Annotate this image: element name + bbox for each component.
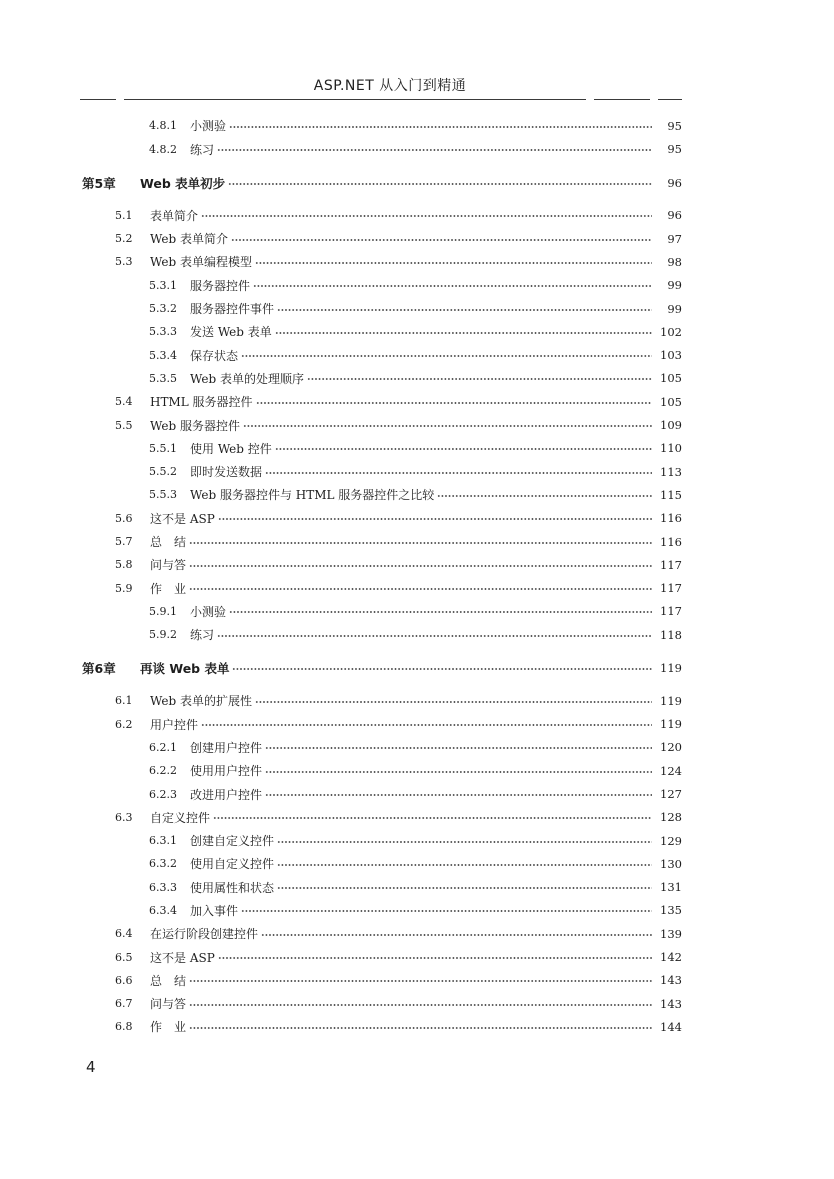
toc-entry-title: 表单简介 bbox=[150, 208, 199, 223]
toc-section-row bbox=[82, 689, 682, 712]
toc-entry-number: 6.3 bbox=[115, 810, 133, 824]
toc-section-row bbox=[82, 204, 682, 227]
toc-entry-title: 小测验 bbox=[190, 119, 227, 134]
toc-entry-number: 6.2.1 bbox=[149, 740, 177, 754]
toc-page-number: 143 bbox=[660, 996, 682, 1011]
toc-subsection-row bbox=[82, 736, 682, 759]
dot-leader bbox=[255, 260, 652, 264]
toc-entry-number: 5.3 bbox=[115, 255, 133, 269]
dot-leader bbox=[265, 792, 652, 796]
toc-entry-number: 第6章 bbox=[82, 661, 116, 677]
toc-section-row bbox=[82, 969, 682, 992]
toc-section-row bbox=[82, 576, 682, 599]
toc-entry-number: 5.7 bbox=[115, 535, 133, 549]
toc-entry-title: 总 结 bbox=[150, 535, 187, 550]
toc-subsection-row bbox=[82, 344, 682, 367]
toc-entry-number: 6.4 bbox=[115, 927, 133, 941]
dot-leader bbox=[189, 563, 652, 567]
toc-entry-number: 5.3.2 bbox=[149, 302, 177, 316]
toc-entry-title: 问与答 bbox=[150, 997, 187, 1012]
toc-subsection-row bbox=[82, 274, 682, 297]
toc-entry-title: 改进用户控件 bbox=[190, 787, 263, 802]
dot-leader bbox=[275, 330, 652, 334]
dot-leader bbox=[232, 666, 652, 670]
toc-entry-title: 作 业 bbox=[150, 1020, 187, 1035]
toc-entry-title: HTML 服务器控件 bbox=[150, 395, 253, 410]
toc-page-number: 97 bbox=[667, 231, 682, 246]
toc-page-number: 119 bbox=[660, 661, 682, 676]
dot-leader bbox=[218, 955, 652, 959]
toc-entry-title: Web 表单的扩展性 bbox=[150, 694, 252, 709]
table-of-contents bbox=[82, 114, 682, 1038]
dot-leader bbox=[229, 124, 652, 128]
toc-entry-number: 5.9.1 bbox=[149, 604, 177, 618]
toc-subsection-row bbox=[82, 759, 682, 782]
toc-entry-number: 6.5 bbox=[115, 950, 133, 964]
toc-page-number: 117 bbox=[660, 604, 682, 619]
toc-entry-title: 再谈 Web 表单 bbox=[140, 661, 230, 677]
toc-entry-number: 6.7 bbox=[115, 997, 133, 1011]
dot-leader bbox=[307, 376, 652, 380]
toc-subsection-row bbox=[82, 876, 682, 899]
dot-leader bbox=[256, 400, 652, 404]
toc-page-number: 115 bbox=[660, 487, 682, 502]
toc-entry-number: 5.9 bbox=[115, 581, 133, 595]
toc-entry-title: 保存状态 bbox=[190, 348, 239, 363]
toc-page-number: 117 bbox=[660, 581, 682, 596]
toc-page-number: 113 bbox=[660, 464, 682, 479]
dot-leader bbox=[265, 470, 652, 474]
dot-leader bbox=[189, 978, 652, 982]
toc-entry-number: 5.5.2 bbox=[149, 465, 177, 479]
toc-entry-title: 即时发送数据 bbox=[190, 465, 263, 480]
toc-page-number: 128 bbox=[660, 810, 682, 825]
toc-section-row bbox=[82, 507, 682, 530]
toc-section-row bbox=[82, 712, 682, 735]
toc-section-row bbox=[82, 413, 682, 436]
toc-page-number: 143 bbox=[660, 973, 682, 988]
toc-entry-number: 5.4 bbox=[115, 395, 133, 409]
dot-leader bbox=[275, 446, 652, 450]
toc-section-row bbox=[82, 992, 682, 1015]
toc-page-number: 105 bbox=[660, 394, 682, 409]
toc-subsection-row bbox=[82, 829, 682, 852]
toc-chapter-row bbox=[82, 656, 682, 679]
toc-entry-title: 自定义控件 bbox=[150, 810, 211, 825]
toc-section-row bbox=[82, 530, 682, 553]
toc-section-row bbox=[82, 945, 682, 968]
dot-leader bbox=[189, 586, 652, 590]
toc-page-number: 124 bbox=[660, 763, 682, 778]
toc-entry-number: 5.3.1 bbox=[149, 278, 177, 292]
dot-leader bbox=[228, 181, 652, 185]
toc-page-number: 95 bbox=[667, 118, 682, 133]
dot-leader bbox=[229, 609, 652, 613]
toc-subsection-row bbox=[82, 852, 682, 875]
dot-leader bbox=[217, 633, 652, 637]
toc-page-number: 135 bbox=[660, 903, 682, 918]
toc-subsection-row bbox=[82, 138, 682, 161]
toc-entry-number: 6.2.3 bbox=[149, 787, 177, 801]
toc-page-number: 120 bbox=[660, 740, 682, 755]
toc-entry-number: 6.3.4 bbox=[149, 903, 177, 917]
toc-page-number: 99 bbox=[667, 301, 682, 316]
toc-entry-title: 创建用户控件 bbox=[190, 740, 263, 755]
toc-entry-title: 用户控件 bbox=[150, 717, 199, 732]
toc-subsection-row bbox=[82, 483, 682, 506]
toc-subsection-row bbox=[82, 320, 682, 343]
running-head-title: ASP.NET 从入门到精通 bbox=[313, 78, 467, 94]
toc-entry-title: Web 服务器控件与 HTML 服务器控件之比较 bbox=[190, 488, 435, 503]
toc-entry-number: 5.5.3 bbox=[149, 488, 177, 502]
toc-page-number: 96 bbox=[667, 175, 682, 190]
dot-leader bbox=[213, 815, 652, 819]
dot-leader bbox=[189, 1025, 652, 1029]
toc-entry-title: 使用 Web 控件 bbox=[190, 441, 272, 456]
toc-entry-title: 使用属性和状态 bbox=[190, 880, 275, 895]
toc-entry-number: 5.5 bbox=[115, 418, 133, 432]
toc-entry-number: 4.8.1 bbox=[149, 119, 177, 133]
dot-leader bbox=[218, 516, 652, 520]
toc-page-number: 130 bbox=[660, 856, 682, 871]
toc-entry-number: 5.9.2 bbox=[149, 628, 177, 642]
toc-section-row bbox=[82, 227, 682, 250]
toc-page-number: 96 bbox=[667, 208, 682, 223]
toc-entry-number: 5.1 bbox=[115, 208, 133, 222]
toc-page-number: 103 bbox=[660, 348, 682, 363]
dot-leader bbox=[217, 147, 652, 151]
toc-page-number: 99 bbox=[667, 278, 682, 293]
toc-entry-title: 使用用户控件 bbox=[190, 764, 263, 779]
toc-entry-title: Web 表单简介 bbox=[150, 232, 228, 247]
toc-subsection-row bbox=[82, 367, 682, 390]
dot-leader bbox=[277, 307, 652, 311]
toc-entry-title: 练习 bbox=[190, 628, 215, 643]
dot-leader bbox=[189, 540, 652, 544]
toc-page-number: 109 bbox=[660, 418, 682, 433]
toc-page-number: 129 bbox=[660, 833, 682, 848]
toc-entry-number: 6.3.2 bbox=[149, 857, 177, 871]
toc-subsection-row bbox=[82, 899, 682, 922]
toc-entry-title: 服务器控件事件 bbox=[190, 302, 275, 317]
dot-leader bbox=[437, 493, 652, 497]
dot-leader bbox=[255, 699, 652, 703]
dot-leader bbox=[201, 213, 652, 217]
toc-entry-title: 在运行阶段创建控件 bbox=[150, 927, 259, 942]
dot-leader bbox=[189, 1002, 652, 1006]
toc-entry-number: 5.3.5 bbox=[149, 371, 177, 385]
toc-subsection-row bbox=[82, 297, 682, 320]
toc-chapter-row bbox=[82, 171, 682, 194]
dot-leader bbox=[243, 423, 652, 427]
toc-subsection-row bbox=[82, 782, 682, 805]
toc-entry-number: 6.6 bbox=[115, 973, 133, 987]
toc-page-number: 131 bbox=[660, 880, 682, 895]
toc-entry-number: 4.8.2 bbox=[149, 142, 177, 156]
dot-leader bbox=[253, 283, 652, 287]
toc-entry-title: Web 表单编程模型 bbox=[150, 255, 252, 270]
toc-entry-title: 作 业 bbox=[150, 581, 187, 596]
toc-subsection-row bbox=[82, 623, 682, 646]
toc-page-number: 127 bbox=[660, 787, 682, 801]
dot-leader bbox=[261, 932, 652, 936]
toc-entry-title: Web 表单的处理顺序 bbox=[190, 371, 304, 386]
toc-page-number: 116 bbox=[660, 511, 682, 526]
toc-entry-number: 6.3.1 bbox=[149, 834, 177, 848]
toc-page-number: 105 bbox=[660, 371, 682, 386]
dot-leader bbox=[277, 839, 652, 843]
toc-page-number: 119 bbox=[660, 693, 682, 708]
toc-section-row bbox=[82, 250, 682, 273]
toc-subsection-row bbox=[82, 460, 682, 483]
toc-section-row bbox=[82, 553, 682, 576]
toc-section-row bbox=[82, 922, 682, 945]
toc-page-number: 144 bbox=[660, 1019, 682, 1034]
dot-leader bbox=[231, 237, 652, 241]
toc-section-row bbox=[82, 806, 682, 829]
toc-entry-title: 创建自定义控件 bbox=[190, 834, 275, 849]
dot-leader bbox=[265, 745, 652, 749]
toc-entry-number: 6.8 bbox=[115, 1020, 133, 1034]
toc-subsection-row bbox=[82, 600, 682, 623]
toc-entry-title: Web 表单初步 bbox=[140, 175, 226, 191]
toc-entry-title: 这不是 ASP bbox=[150, 511, 215, 526]
toc-entry-title: 总 结 bbox=[150, 973, 187, 988]
toc-entry-number: 5.2 bbox=[115, 232, 133, 246]
toc-page-number: 102 bbox=[660, 324, 682, 339]
toc-entry-title: 服务器控件 bbox=[190, 278, 251, 293]
toc-entry-number: 6.2 bbox=[115, 717, 133, 731]
toc-entry-title: Web 服务器控件 bbox=[150, 418, 240, 433]
toc-entry-title: 小测验 bbox=[190, 604, 227, 619]
toc-entry-number: 5.3.4 bbox=[149, 348, 177, 362]
toc-entry-title: 这不是 ASP bbox=[150, 950, 215, 965]
toc-page-number: 116 bbox=[660, 534, 682, 549]
dot-leader bbox=[241, 908, 652, 912]
dot-leader bbox=[277, 885, 652, 889]
toc-page-number: 110 bbox=[660, 441, 682, 456]
toc-page-number: 139 bbox=[660, 926, 682, 941]
toc-entry-number: 第5章 bbox=[82, 175, 116, 191]
dot-leader bbox=[241, 353, 652, 357]
toc-entry-number: 5.3.3 bbox=[149, 325, 177, 339]
header-rule bbox=[80, 99, 682, 100]
toc-page-number: 117 bbox=[660, 557, 682, 572]
toc-page-number: 98 bbox=[667, 254, 682, 269]
toc-entry-number: 5.5.1 bbox=[149, 441, 177, 455]
toc-subsection-row bbox=[82, 114, 682, 137]
toc-subsection-row bbox=[82, 437, 682, 460]
toc-entry-number: 5.8 bbox=[115, 558, 133, 572]
toc-entry-title: 使用自定义控件 bbox=[190, 857, 275, 872]
dot-leader bbox=[201, 722, 652, 726]
toc-entry-number: 5.6 bbox=[115, 511, 133, 525]
toc-entry-title: 问与答 bbox=[150, 558, 187, 573]
toc-entry-number: 6.1 bbox=[115, 694, 133, 708]
toc-page-number: 118 bbox=[660, 627, 682, 642]
toc-page-number: 119 bbox=[660, 717, 682, 732]
toc-entry-number: 6.3.3 bbox=[149, 880, 177, 894]
toc-page-number: 142 bbox=[660, 950, 682, 965]
toc-page-number: 95 bbox=[667, 142, 682, 157]
page-number: 4 bbox=[86, 1058, 96, 1076]
toc-entry-number: 6.2.2 bbox=[149, 764, 177, 778]
toc-section-row bbox=[82, 390, 682, 413]
dot-leader bbox=[277, 862, 652, 866]
toc-entry-title: 发送 Web 表单 bbox=[190, 325, 272, 340]
toc-entry-title: 练习 bbox=[190, 142, 215, 157]
dot-leader bbox=[265, 769, 652, 773]
toc-section-row bbox=[82, 1015, 682, 1038]
toc-entry-title: 加入事件 bbox=[190, 903, 239, 918]
